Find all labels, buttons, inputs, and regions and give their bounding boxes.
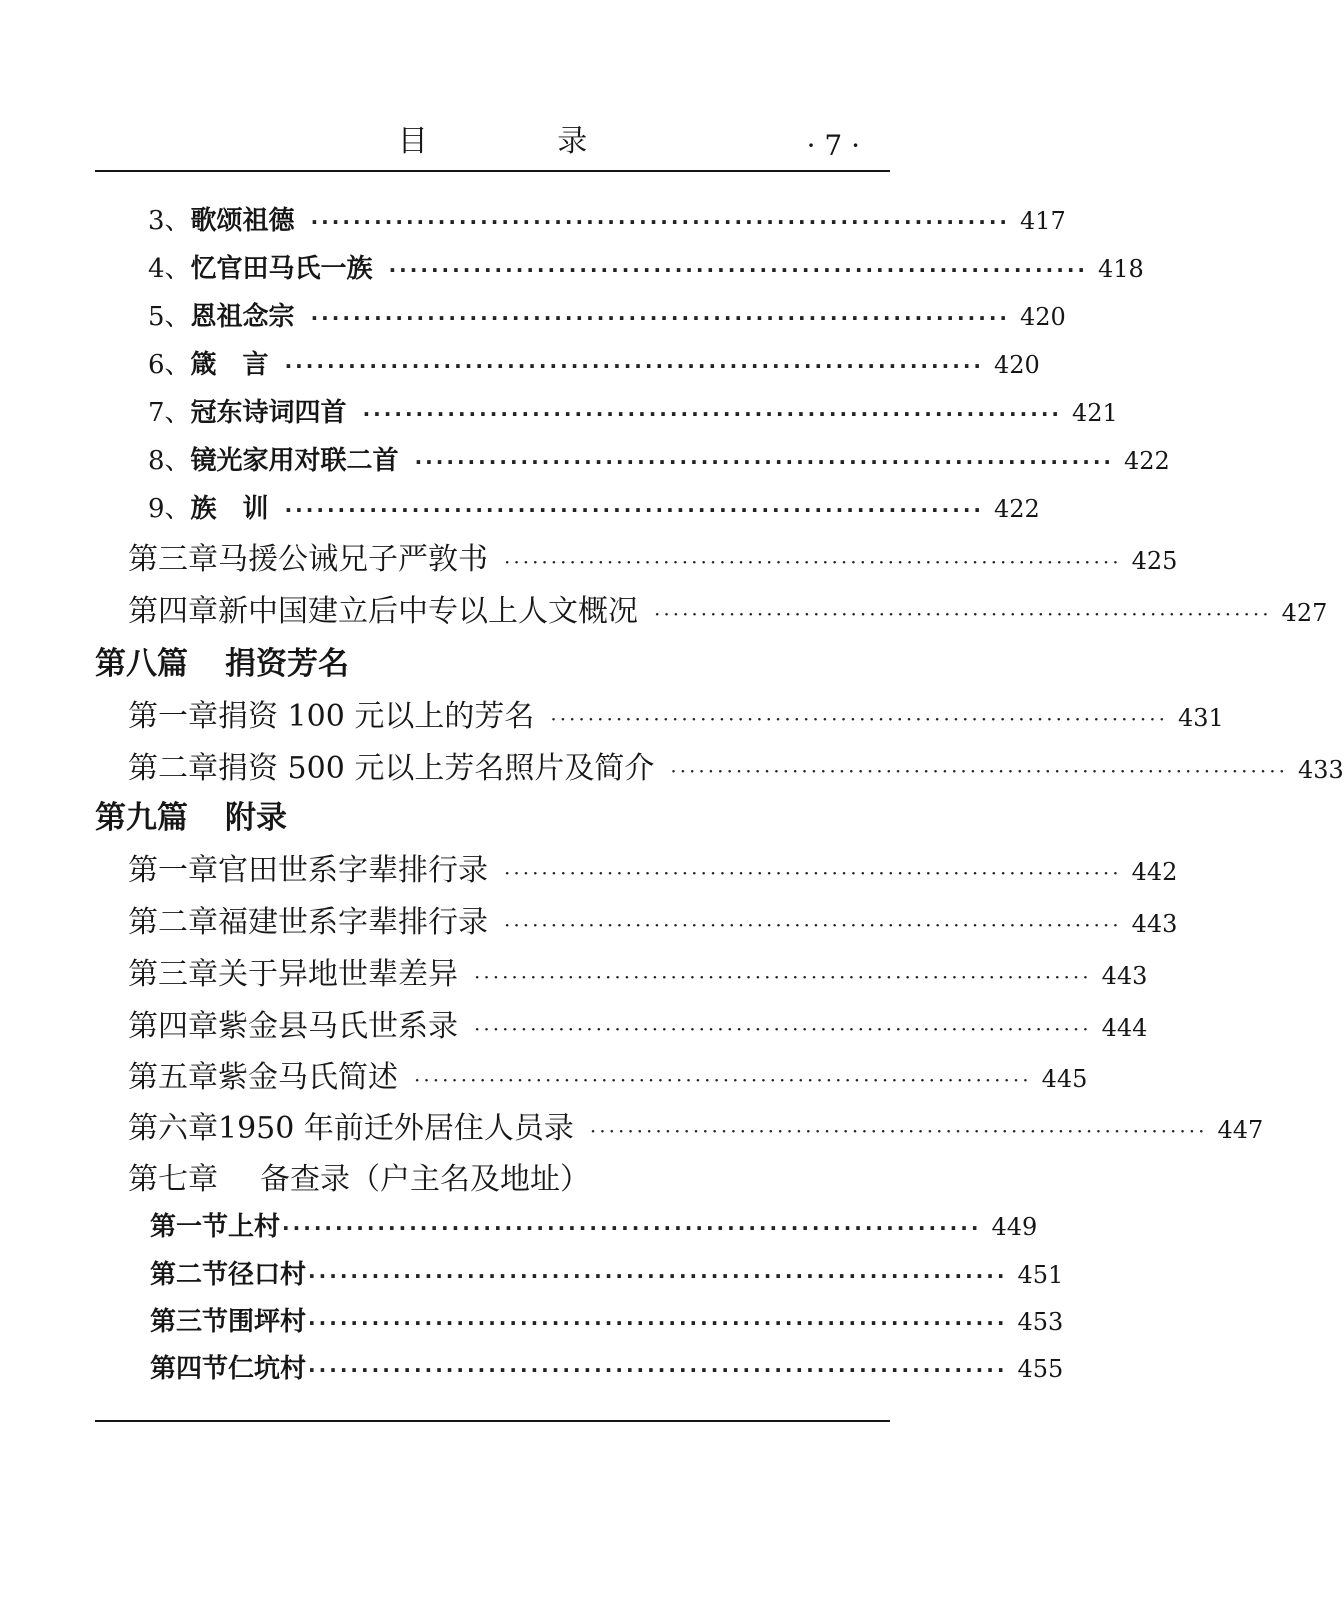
item-number: 4、 xyxy=(148,254,191,284)
item-number: 6、 xyxy=(148,350,191,380)
toc-part-8[interactable] xyxy=(95,638,349,683)
chapter-title: 紫金马氏简述 xyxy=(218,1060,398,1095)
chapter-number: 第四章 xyxy=(128,1009,218,1044)
chapter-title: 关于异地世辈差异 xyxy=(218,957,458,992)
section-title: 上村 xyxy=(228,1212,281,1242)
dot-leader: ·································································· xyxy=(388,258,1089,282)
footer-rule xyxy=(95,1420,890,1422)
dot-leader: ·································································· xyxy=(474,965,1092,989)
chapter-page: 433 xyxy=(1297,756,1344,784)
dot-leader: ·································································· xyxy=(504,861,1122,885)
toc-part-9[interactable] xyxy=(95,792,287,837)
section-page: 451 xyxy=(1017,1261,1064,1289)
item-title: 族 训 xyxy=(190,494,269,524)
chapter-page: 445 xyxy=(1041,1065,1088,1093)
chapter-page: 442 xyxy=(1131,858,1178,886)
chapter-number: 第二章 xyxy=(128,905,218,940)
dot-leader: ·································································· xyxy=(654,602,1272,626)
item-title: 歌颂祖德 xyxy=(190,206,295,236)
toc-chapter[interactable] xyxy=(128,1001,1148,1045)
dot-leader: ·································································· xyxy=(414,450,1115,474)
part-number: 第九篇 xyxy=(95,800,188,836)
toc-chapter[interactable] xyxy=(128,586,1328,630)
chapter-page: 425 xyxy=(1131,547,1178,575)
chapter-number: 第一章 xyxy=(128,853,218,888)
dot-leader: ·································································· xyxy=(308,1358,1008,1382)
page-title: 目 录 xyxy=(397,124,648,159)
dot-leader: ·································································· xyxy=(474,1017,1092,1041)
dot-leader: ·································································· xyxy=(282,1216,982,1240)
section-page: 453 xyxy=(1017,1308,1064,1336)
section-number: 第二节 xyxy=(150,1260,229,1290)
dot-leader: ·································································· xyxy=(310,306,1011,330)
dot-leader: ·································································· xyxy=(670,759,1288,783)
item-title: 忆官田马氏一族 xyxy=(190,254,373,284)
item-title: 恩祖念宗 xyxy=(190,302,295,332)
chapter-number: 第一章 xyxy=(128,699,218,734)
toc-item[interactable] xyxy=(148,296,1066,333)
dot-leader: ·································································· xyxy=(589,1119,1208,1143)
toc-section[interactable] xyxy=(150,1254,1064,1291)
dot-leader: ·································································· xyxy=(308,1311,1008,1335)
header-rule xyxy=(95,170,890,172)
chapter-title: 福建世系字辈排行录 xyxy=(218,905,488,940)
item-number: 7、 xyxy=(148,398,191,428)
section-title: 围坪村 xyxy=(228,1307,307,1337)
part-number: 第八篇 xyxy=(95,646,188,682)
chapter-page: 427 xyxy=(1281,599,1328,627)
item-page: 422 xyxy=(1124,447,1170,475)
dot-leader: ·································································· xyxy=(310,210,1011,234)
item-number: 9、 xyxy=(148,494,191,524)
toc-chapter[interactable] xyxy=(128,691,1224,735)
section-number: 第一节 xyxy=(150,1212,229,1242)
part-title: 捐资芳名 xyxy=(225,646,349,682)
chapter-number: 第三章 xyxy=(128,957,218,992)
chapter-title: 捐资 100 元以上的芳名 xyxy=(218,699,535,734)
chapter-page: 443 xyxy=(1131,910,1178,938)
item-title: 箴 言 xyxy=(190,350,269,380)
toc-item[interactable] xyxy=(148,200,1066,237)
chapter-title: 紫金县马氏世系录 xyxy=(218,1009,458,1044)
page-header xyxy=(95,118,890,170)
toc-chapter[interactable] xyxy=(128,743,1344,787)
chapter-page: 447 xyxy=(1217,1116,1264,1144)
item-page: 420 xyxy=(1020,303,1066,331)
toc-item[interactable] xyxy=(148,344,1040,381)
toc-chapter[interactable] xyxy=(128,1103,1264,1147)
chapter-title: 1950 年前迁外居住人员录 xyxy=(218,1111,574,1146)
toc-section[interactable] xyxy=(150,1206,1038,1243)
toc-section[interactable] xyxy=(150,1348,1064,1385)
item-page: 421 xyxy=(1072,399,1118,427)
section-page: 449 xyxy=(991,1213,1038,1241)
item-page: 417 xyxy=(1020,207,1066,235)
toc-section[interactable] xyxy=(150,1301,1064,1338)
chapter-number: 第二章 xyxy=(128,751,218,786)
section-title: 径口村 xyxy=(228,1260,307,1290)
dot-leader: ·································································· xyxy=(284,354,985,378)
chapter-title: 马援公诫兄子严敦书 xyxy=(218,542,488,577)
toc-item[interactable] xyxy=(148,248,1144,285)
toc-item[interactable] xyxy=(148,488,1040,525)
item-number: 5、 xyxy=(148,302,191,332)
item-page: 422 xyxy=(994,495,1040,523)
chapter-title: 官田世系字辈排行录 xyxy=(218,853,488,888)
chapter-title: 备查录（户主名及地址） xyxy=(260,1162,590,1197)
chapter-page: 444 xyxy=(1101,1014,1148,1042)
dot-leader: ·································································· xyxy=(504,913,1122,937)
toc-item[interactable] xyxy=(148,392,1118,429)
chapter-number: 第三章 xyxy=(128,542,218,577)
item-number: 3、 xyxy=(148,206,191,236)
chapter-page: 431 xyxy=(1177,704,1224,732)
item-page: 418 xyxy=(1098,255,1144,283)
section-number: 第四节 xyxy=(150,1354,229,1384)
chapter-title: 新中国建立后中专以上人文概况 xyxy=(218,594,638,629)
chapter-title: 捐资 500 元以上芳名照片及简介 xyxy=(218,751,655,786)
chapter-number: 第七章 xyxy=(128,1162,218,1197)
chapter-number: 第五章 xyxy=(128,1060,218,1095)
page-number: · 7 · xyxy=(806,129,860,162)
dot-leader: ·································································· xyxy=(362,402,1063,426)
chapter-number: 第六章 xyxy=(128,1111,218,1146)
item-title: 冠东诗词四首 xyxy=(190,398,347,428)
dot-leader: ·································································· xyxy=(504,550,1122,574)
toc-chapter[interactable] xyxy=(128,949,1148,993)
toc-chapter[interactable] xyxy=(128,534,1178,578)
section-number: 第三节 xyxy=(150,1307,229,1337)
chapter-number: 第四章 xyxy=(128,594,218,629)
item-page: 420 xyxy=(994,351,1040,379)
part-title: 附录 xyxy=(225,800,287,836)
dot-leader: ·································································· xyxy=(284,498,985,522)
section-page: 455 xyxy=(1017,1355,1064,1383)
item-number: 8、 xyxy=(148,446,191,476)
section-title: 仁坑村 xyxy=(228,1354,307,1384)
item-title: 镜光家用对联二首 xyxy=(190,446,399,476)
toc-item[interactable] xyxy=(148,440,1170,477)
toc-chapter[interactable] xyxy=(128,845,1178,889)
dot-leader: ·································································· xyxy=(550,707,1168,731)
toc-chapter[interactable] xyxy=(128,897,1178,941)
toc-chapter[interactable] xyxy=(128,1154,891,1198)
dot-leader: ·································································· xyxy=(414,1068,1032,1092)
dot-leader: ·································································· xyxy=(308,1264,1008,1288)
chapter-page: 443 xyxy=(1101,962,1148,990)
toc-chapter[interactable] xyxy=(128,1052,1088,1096)
